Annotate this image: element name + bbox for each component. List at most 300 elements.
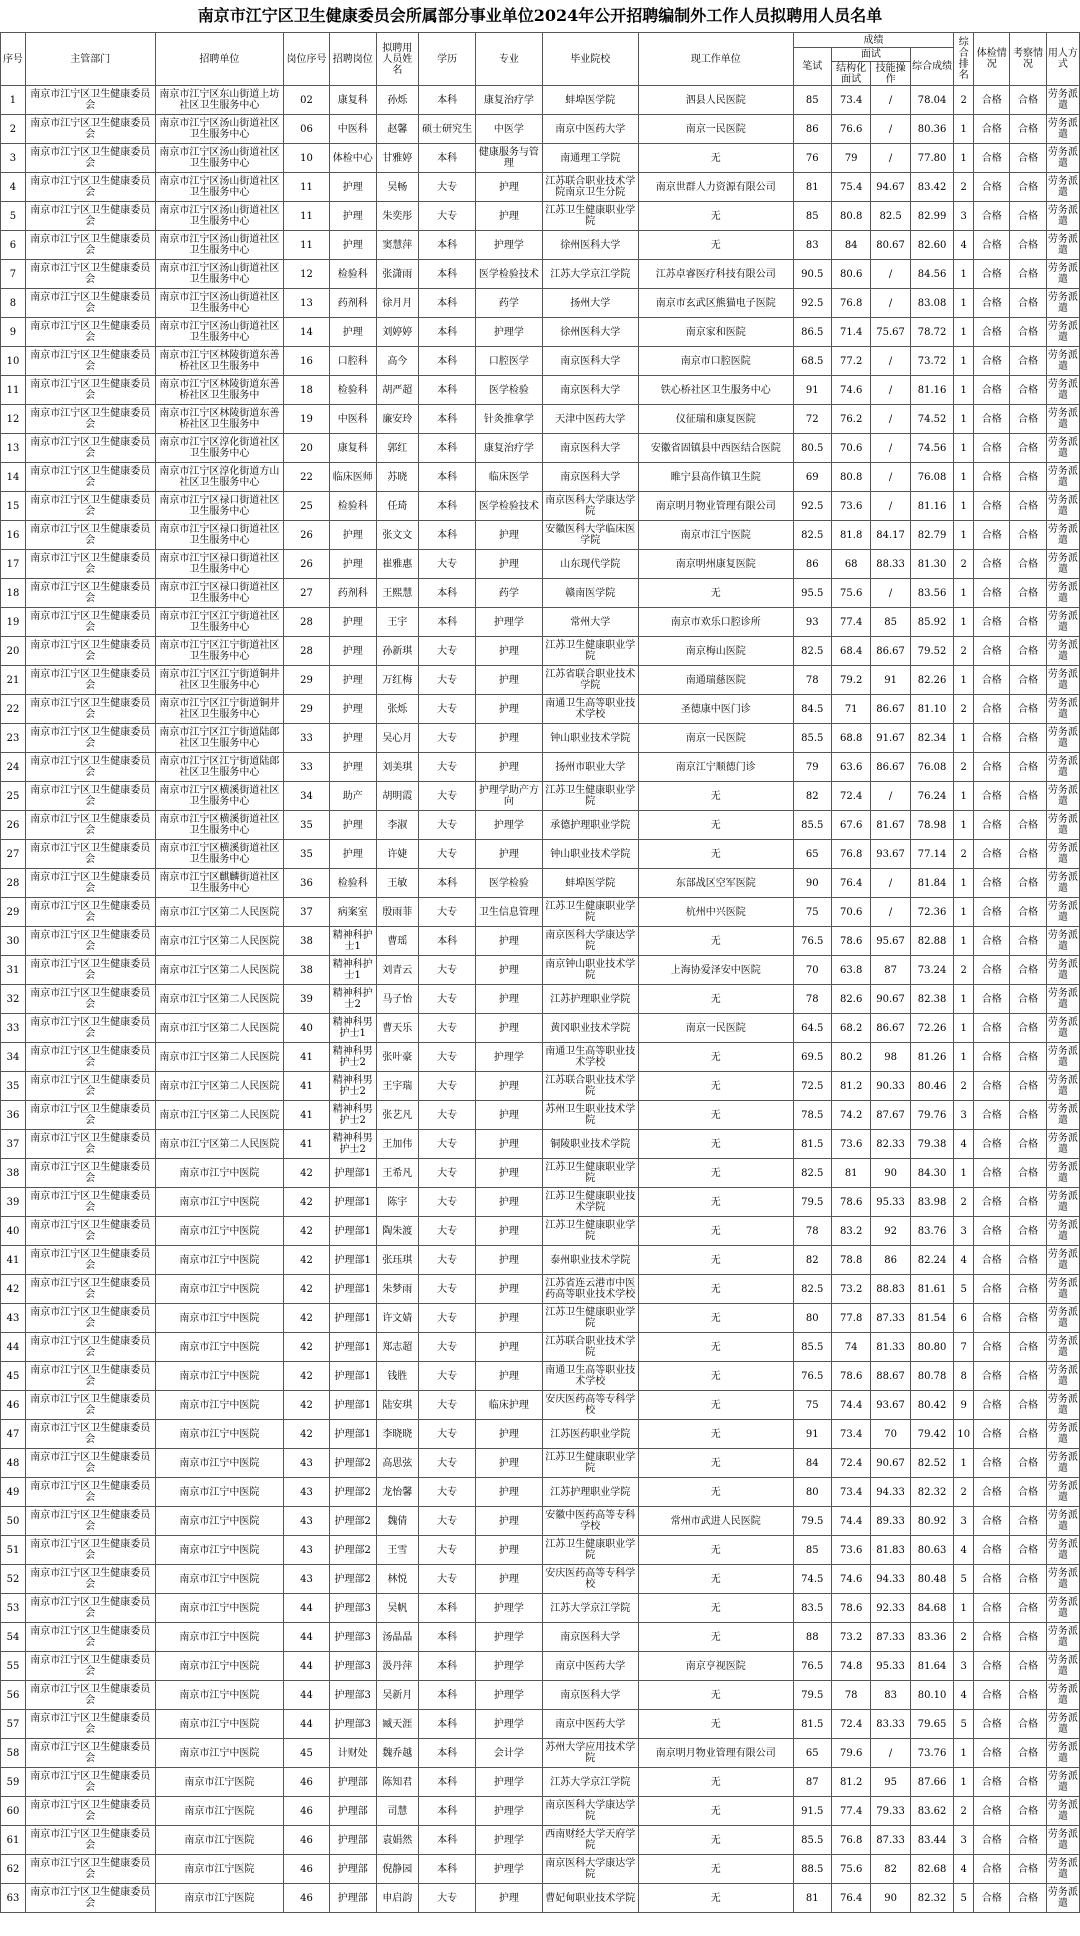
cell-skill: 93.67 [871, 840, 910, 869]
cell-edu: 大专 [419, 1275, 476, 1304]
cell-structured: 77.8 [831, 1304, 870, 1333]
cell-work: 无 [639, 1217, 794, 1246]
cell-rank: 1 [954, 347, 974, 376]
cell-edu: 本科 [419, 927, 476, 956]
cell-skill: / [871, 1739, 910, 1768]
table-row [1, 782, 1080, 811]
cell-edu: 大专 [419, 1014, 476, 1043]
cell-pos-no: 18 [284, 376, 330, 405]
cell-total: 80.46 [910, 1072, 954, 1101]
cell-structured: 78.6 [831, 1362, 870, 1391]
cell-written: 87 [793, 1768, 831, 1797]
cell-method: 劳务派遣 [1046, 724, 1079, 753]
cell-major: 护理学 [476, 1768, 542, 1797]
cell-edu: 本科 [419, 521, 476, 550]
cell-review: 合格 [1010, 550, 1046, 579]
cell-total: 85.92 [910, 608, 954, 637]
cell-health: 合格 [974, 1043, 1010, 1072]
cell-major: 卫生信息管理 [476, 898, 542, 927]
cell-total: 76.08 [910, 463, 954, 492]
cell-seq: 29 [1, 898, 26, 927]
cell-seq: 24 [1, 753, 26, 782]
cell-work: 无 [639, 1681, 794, 1710]
cell-dept: 南京市江宁区卫生健康委员会 [25, 521, 155, 550]
cell-method: 劳务派遣 [1046, 1652, 1079, 1681]
cell-unit: 南京市江宁区江宁街道铜井社区卫生服务中心 [155, 695, 284, 724]
cell-school: 江苏联合职业技术学院 [542, 1333, 638, 1362]
cell-review: 合格 [1010, 318, 1046, 347]
table-row [1, 318, 1080, 347]
cell-method: 劳务派遣 [1046, 1101, 1079, 1130]
cell-major: 临床医学 [476, 463, 542, 492]
cell-total: 73.72 [910, 347, 954, 376]
cell-pos: 护理部3 [329, 1681, 376, 1710]
cell-method: 劳务派遣 [1046, 927, 1079, 956]
cell-health: 合格 [974, 1101, 1010, 1130]
cell-written: 79.5 [793, 1507, 831, 1536]
cell-dept: 南京市江宁区卫生健康委员会 [25, 1884, 155, 1913]
cell-unit: 南京市江宁区第二人民医院 [155, 1043, 284, 1072]
cell-pos-no: 34 [284, 782, 330, 811]
cell-total: 79.65 [910, 1710, 954, 1739]
cell-dept: 南京市江宁区卫生健康委员会 [25, 1333, 155, 1362]
cell-total: 84.68 [910, 1594, 954, 1623]
cell-school: 南通卫生高等职业技术学校 [542, 695, 638, 724]
cell-total: 82.34 [910, 724, 954, 753]
cell-rank: 2 [954, 1188, 974, 1217]
cell-dept: 南京市江宁区卫生健康委员会 [25, 1246, 155, 1275]
cell-seq: 13 [1, 434, 26, 463]
cell-major: 护理学 [476, 1623, 542, 1652]
cell-health: 合格 [974, 637, 1010, 666]
cell-total: 83.98 [910, 1188, 954, 1217]
cell-name: 袁娟然 [376, 1826, 419, 1855]
cell-structured: 73.4 [831, 86, 870, 115]
cell-pos-no: 42 [284, 1362, 330, 1391]
cell-pos: 病案室 [329, 898, 376, 927]
cell-name: 张叶豪 [376, 1043, 419, 1072]
cell-total: 83.36 [910, 1623, 954, 1652]
cell-skill: / [871, 869, 910, 898]
cell-rank: 4 [954, 1855, 974, 1884]
cell-written: 85 [793, 202, 831, 231]
cell-review: 合格 [1010, 985, 1046, 1014]
cell-edu: 本科 [419, 144, 476, 173]
cell-edu: 大专 [419, 840, 476, 869]
cell-skill: 86.67 [871, 637, 910, 666]
cell-name: 高思弦 [376, 1449, 419, 1478]
cell-name: 吴心月 [376, 724, 419, 753]
cell-total: 78.98 [910, 811, 954, 840]
cell-health: 合格 [974, 724, 1010, 753]
cell-unit: 南京市江宁中医院 [155, 1362, 284, 1391]
cell-seq: 14 [1, 463, 26, 492]
cell-work: 无 [639, 1159, 794, 1188]
cell-method: 劳务派遣 [1046, 1449, 1079, 1478]
cell-name: 张文文 [376, 521, 419, 550]
cell-review: 合格 [1010, 1681, 1046, 1710]
cell-health: 合格 [974, 869, 1010, 898]
cell-skill: 91 [871, 666, 910, 695]
cell-seq: 16 [1, 521, 26, 550]
cell-pos: 护理部1 [329, 1217, 376, 1246]
cell-method: 劳务派遣 [1046, 1565, 1079, 1594]
cell-skill: 94.67 [871, 173, 910, 202]
cell-skill: 75.67 [871, 318, 910, 347]
cell-school: 南京医科大学康达学院 [542, 492, 638, 521]
cell-skill: 89.33 [871, 1507, 910, 1536]
cell-dept: 南京市江宁区卫生健康委员会 [25, 579, 155, 608]
cell-school: 江苏卫生健康职业学院 [542, 202, 638, 231]
cell-major: 护理学 [476, 231, 542, 260]
cell-method: 劳务派遣 [1046, 463, 1079, 492]
cell-name: 钱胜 [376, 1362, 419, 1391]
cell-method: 劳务派遣 [1046, 1217, 1079, 1246]
cell-unit: 南京市江宁中医院 [155, 1246, 284, 1275]
cell-written: 85.5 [793, 1826, 831, 1855]
cell-work: 铁心桥社区卫生服务中心 [639, 376, 794, 405]
cell-edu: 本科 [419, 463, 476, 492]
cell-method: 劳务派遣 [1046, 521, 1079, 550]
cell-skill: 91.67 [871, 724, 910, 753]
cell-pos: 护理 [329, 521, 376, 550]
cell-review: 合格 [1010, 1739, 1046, 1768]
cell-school: 南京医科大学康达学院 [542, 1855, 638, 1884]
cell-total: 79.42 [910, 1420, 954, 1449]
cell-pos: 精神科男护士1 [329, 1014, 376, 1043]
cell-edu: 本科 [419, 86, 476, 115]
header-structured: 结构化面试 [831, 62, 870, 86]
cell-unit: 南京市江宁区麒麟街道社区卫生服务中心 [155, 869, 284, 898]
cell-structured: 76.8 [831, 289, 870, 318]
cell-name: 朱奕彤 [376, 202, 419, 231]
cell-total: 82.99 [910, 202, 954, 231]
table-row [1, 1855, 1080, 1884]
cell-work: 无 [639, 1826, 794, 1855]
cell-seq: 52 [1, 1565, 26, 1594]
cell-written: 82.5 [793, 1275, 831, 1304]
cell-major: 护理 [476, 1130, 542, 1159]
cell-structured: 68.8 [831, 724, 870, 753]
cell-school: 江苏卫生健康职业学院 [542, 1536, 638, 1565]
cell-name: 倪静园 [376, 1855, 419, 1884]
cell-work: 无 [639, 231, 794, 260]
cell-major: 护理学 [476, 1826, 542, 1855]
cell-dept: 南京市江宁区卫生健康委员会 [25, 1623, 155, 1652]
cell-edu: 大专 [419, 1536, 476, 1565]
cell-health: 合格 [974, 1797, 1010, 1826]
cell-work: 南京明月物业管理有限公司 [639, 492, 794, 521]
cell-dept: 南京市江宁区卫生健康委员会 [25, 260, 155, 289]
cell-pos-no: 41 [284, 1043, 330, 1072]
cell-dept: 南京市江宁区卫生健康委员会 [25, 1159, 155, 1188]
cell-unit: 南京市江宁中医院 [155, 1652, 284, 1681]
cell-pos: 护理 [329, 666, 376, 695]
cell-method: 劳务派遣 [1046, 144, 1079, 173]
cell-school: 江苏联合职业技术学院 [542, 1072, 638, 1101]
cell-edu: 大专 [419, 1449, 476, 1478]
cell-pos: 药剂科 [329, 579, 376, 608]
cell-dept: 南京市江宁区卫生健康委员会 [25, 898, 155, 927]
cell-edu: 大专 [419, 1478, 476, 1507]
cell-total: 81.16 [910, 492, 954, 521]
cell-unit: 南京市江宁区林陵街道东善桥社区卫生服务中 [155, 405, 284, 434]
cell-work: 无 [639, 1449, 794, 1478]
cell-work: 无 [639, 1623, 794, 1652]
cell-dept: 南京市江宁区卫生健康委员会 [25, 289, 155, 318]
cell-method: 劳务派遣 [1046, 1072, 1079, 1101]
cell-review: 合格 [1010, 1188, 1046, 1217]
cell-seq: 7 [1, 260, 26, 289]
cell-total: 82.88 [910, 927, 954, 956]
cell-pos-no: 43 [284, 1478, 330, 1507]
cell-structured: 76.6 [831, 115, 870, 144]
cell-major: 护理 [476, 1449, 542, 1478]
cell-major: 护理 [476, 666, 542, 695]
cell-skill: 87.67 [871, 1101, 910, 1130]
cell-seq: 40 [1, 1217, 26, 1246]
cell-pos-no: 12 [284, 260, 330, 289]
cell-seq: 28 [1, 869, 26, 898]
cell-seq: 46 [1, 1391, 26, 1420]
cell-skill: / [871, 463, 910, 492]
cell-unit: 南京市江宁中医院 [155, 1420, 284, 1449]
cell-method: 劳务派遣 [1046, 1826, 1079, 1855]
cell-structured: 80.8 [831, 463, 870, 492]
cell-method: 劳务派遣 [1046, 405, 1079, 434]
cell-dept: 南京市江宁区卫生健康委员会 [25, 1304, 155, 1333]
cell-pos: 检验科 [329, 492, 376, 521]
cell-review: 合格 [1010, 869, 1046, 898]
cell-school: 江苏卫生健康职业学院 [542, 1159, 638, 1188]
cell-rank: 5 [954, 1565, 974, 1594]
cell-structured: 70.6 [831, 898, 870, 927]
cell-structured: 76.8 [831, 840, 870, 869]
cell-total: 74.56 [910, 434, 954, 463]
cell-method: 劳务派遣 [1046, 1275, 1079, 1304]
cell-total: 72.36 [910, 898, 954, 927]
cell-health: 合格 [974, 1420, 1010, 1449]
cell-school: 西南财经大学天府学院 [542, 1826, 638, 1855]
cell-written: 93 [793, 608, 831, 637]
cell-dept: 南京市江宁区卫生健康委员会 [25, 724, 155, 753]
cell-school: 安徽医科大学临床医学院 [542, 521, 638, 550]
cell-unit: 南京市江宁中医院 [155, 1333, 284, 1362]
cell-structured: 72.4 [831, 1449, 870, 1478]
cell-dept: 南京市江宁区卫生健康委员会 [25, 840, 155, 869]
cell-rank: 1 [954, 260, 974, 289]
cell-work: 无 [639, 1420, 794, 1449]
cell-written: 76.5 [793, 1362, 831, 1391]
cell-major: 会计学 [476, 1739, 542, 1768]
cell-pos-no: 06 [284, 115, 330, 144]
header-edu: 学历 [419, 33, 476, 86]
cell-pos: 护理部2 [329, 1536, 376, 1565]
cell-method: 劳务派遣 [1046, 666, 1079, 695]
header-name: 拟聘用人员姓名 [376, 33, 419, 86]
cell-seq: 8 [1, 289, 26, 318]
cell-school: 江苏省联合职业技术学院 [542, 666, 638, 695]
cell-pos-no: 43 [284, 1536, 330, 1565]
cell-health: 合格 [974, 376, 1010, 405]
table-row [1, 463, 1080, 492]
cell-unit: 南京市江宁中医院 [155, 1159, 284, 1188]
cell-edu: 本科 [419, 1623, 476, 1652]
cell-rank: 1 [954, 405, 974, 434]
cell-major: 护理 [476, 1275, 542, 1304]
cell-school: 南京中医药大学 [542, 1710, 638, 1739]
cell-dept: 南京市江宁区卫生健康委员会 [25, 956, 155, 985]
cell-review: 合格 [1010, 521, 1046, 550]
cell-method: 劳务派遣 [1046, 1536, 1079, 1565]
cell-unit: 南京市江宁区汤山街道社区卫生服务中心 [155, 202, 284, 231]
cell-school: 蚌埠医学院 [542, 86, 638, 115]
table-row [1, 579, 1080, 608]
cell-structured: 68.4 [831, 637, 870, 666]
table-row [1, 1101, 1080, 1130]
cell-method: 劳务派遣 [1046, 811, 1079, 840]
cell-structured: 83.2 [831, 1217, 870, 1246]
cell-rank: 2 [954, 637, 974, 666]
cell-edu: 大专 [419, 1565, 476, 1594]
cell-rank: 1 [954, 1159, 974, 1188]
cell-written: 79.5 [793, 1188, 831, 1217]
cell-pos: 检验科 [329, 376, 376, 405]
cell-seq: 62 [1, 1855, 26, 1884]
cell-written: 78.5 [793, 1101, 831, 1130]
cell-unit: 南京市江宁医院 [155, 1884, 284, 1913]
cell-structured: 79.6 [831, 1739, 870, 1768]
cell-method: 劳务派遣 [1046, 1420, 1079, 1449]
cell-major: 护理学 [476, 1710, 542, 1739]
cell-unit: 南京市江宁区林陵街道东善桥社区卫生服务中 [155, 376, 284, 405]
cell-rank: 1 [954, 782, 974, 811]
cell-unit: 南京市江宁区第二人民医院 [155, 898, 284, 927]
cell-rank: 5 [954, 1710, 974, 1739]
cell-rank: 10 [954, 1420, 974, 1449]
cell-pos-no: 42 [284, 1188, 330, 1217]
cell-health: 合格 [974, 231, 1010, 260]
cell-structured: 81.2 [831, 1768, 870, 1797]
cell-work: 南京梅山医院 [639, 637, 794, 666]
cell-health: 合格 [974, 289, 1010, 318]
cell-school: 江苏省连云港市中医药高等职业技术学校 [542, 1275, 638, 1304]
cell-major: 护理 [476, 1246, 542, 1275]
cell-method: 劳务派遣 [1046, 869, 1079, 898]
cell-work: 无 [639, 1130, 794, 1159]
cell-major: 医学检验 [476, 869, 542, 898]
cell-method: 劳务派遣 [1046, 434, 1079, 463]
cell-edu: 大专 [419, 811, 476, 840]
cell-major: 针灸推拿学 [476, 405, 542, 434]
cell-dept: 南京市江宁区卫生健康委员会 [25, 434, 155, 463]
cell-pos-no: 42 [284, 1420, 330, 1449]
cell-unit: 南京市江宁中医院 [155, 1217, 284, 1246]
header-pos: 招聘岗位 [329, 33, 376, 86]
cell-pos: 护理部3 [329, 1652, 376, 1681]
cell-dept: 南京市江宁区卫生健康委员会 [25, 115, 155, 144]
cell-pos-no: 28 [284, 637, 330, 666]
cell-pos-no: 44 [284, 1623, 330, 1652]
cell-pos: 计财处 [329, 1739, 376, 1768]
cell-health: 合格 [974, 1188, 1010, 1217]
cell-total: 81.10 [910, 695, 954, 724]
cell-pos-no: 42 [284, 1391, 330, 1420]
cell-work: 南京亨视医院 [639, 1652, 794, 1681]
cell-structured: 72.4 [831, 1710, 870, 1739]
cell-seq: 20 [1, 637, 26, 666]
cell-major: 护理 [476, 1478, 542, 1507]
cell-review: 合格 [1010, 1275, 1046, 1304]
table-row [1, 1130, 1080, 1159]
cell-school: 南京医科大学 [542, 1681, 638, 1710]
cell-pos: 护理 [329, 231, 376, 260]
cell-unit: 南京市江宁医院 [155, 1797, 284, 1826]
cell-pos-no: 37 [284, 898, 330, 927]
cell-method: 劳务派遣 [1046, 260, 1079, 289]
cell-health: 合格 [974, 1768, 1010, 1797]
cell-pos: 护理部 [329, 1855, 376, 1884]
cell-method: 劳务派遣 [1046, 898, 1079, 927]
cell-name: 孙烁 [376, 86, 419, 115]
cell-health: 合格 [974, 608, 1010, 637]
cell-rank: 2 [954, 956, 974, 985]
cell-rank: 2 [954, 840, 974, 869]
cell-major: 护理学 [476, 1594, 542, 1623]
cell-pos: 护理部1 [329, 1159, 376, 1188]
cell-work: 无 [639, 840, 794, 869]
cell-review: 合格 [1010, 260, 1046, 289]
cell-school: 南通卫生高等职业技术学校 [542, 1362, 638, 1391]
cell-dept: 南京市江宁区卫生健康委员会 [25, 811, 155, 840]
cell-dept: 南京市江宁区卫生健康委员会 [25, 550, 155, 579]
cell-work: 无 [639, 1188, 794, 1217]
cell-written: 82.5 [793, 1159, 831, 1188]
cell-work: 南京家和医院 [639, 318, 794, 347]
cell-health: 合格 [974, 1565, 1010, 1594]
cell-edu: 大专 [419, 1101, 476, 1130]
cell-health: 合格 [974, 1072, 1010, 1101]
cell-structured: 78.6 [831, 927, 870, 956]
cell-pos-no: 19 [284, 405, 330, 434]
cell-structured: 73.6 [831, 1130, 870, 1159]
cell-edu: 本科 [419, 1710, 476, 1739]
cell-skill: 90 [871, 1159, 910, 1188]
cell-method: 劳务派遣 [1046, 202, 1079, 231]
cell-rank: 1 [954, 898, 974, 927]
cell-seq: 36 [1, 1101, 26, 1130]
cell-school: 南京医科大学 [542, 1623, 638, 1652]
cell-review: 合格 [1010, 1449, 1046, 1478]
cell-structured: 73.6 [831, 492, 870, 521]
cell-pos: 护理 [329, 173, 376, 202]
cell-review: 合格 [1010, 1536, 1046, 1565]
cell-edu: 大专 [419, 173, 476, 202]
table-row [1, 1159, 1080, 1188]
cell-major: 护理 [476, 202, 542, 231]
header-written: 笔试 [793, 48, 831, 86]
cell-structured: 73.2 [831, 1623, 870, 1652]
table-row [1, 144, 1080, 173]
cell-health: 合格 [974, 1710, 1010, 1739]
cell-school: 江苏联合职业技术学院南京卫生分院 [542, 173, 638, 202]
cell-edu: 大专 [419, 782, 476, 811]
cell-pos: 助产 [329, 782, 376, 811]
cell-name: 王加伟 [376, 1130, 419, 1159]
cell-method: 劳务派遣 [1046, 1304, 1079, 1333]
table-row [1, 1478, 1080, 1507]
cell-total: 83.44 [910, 1826, 954, 1855]
